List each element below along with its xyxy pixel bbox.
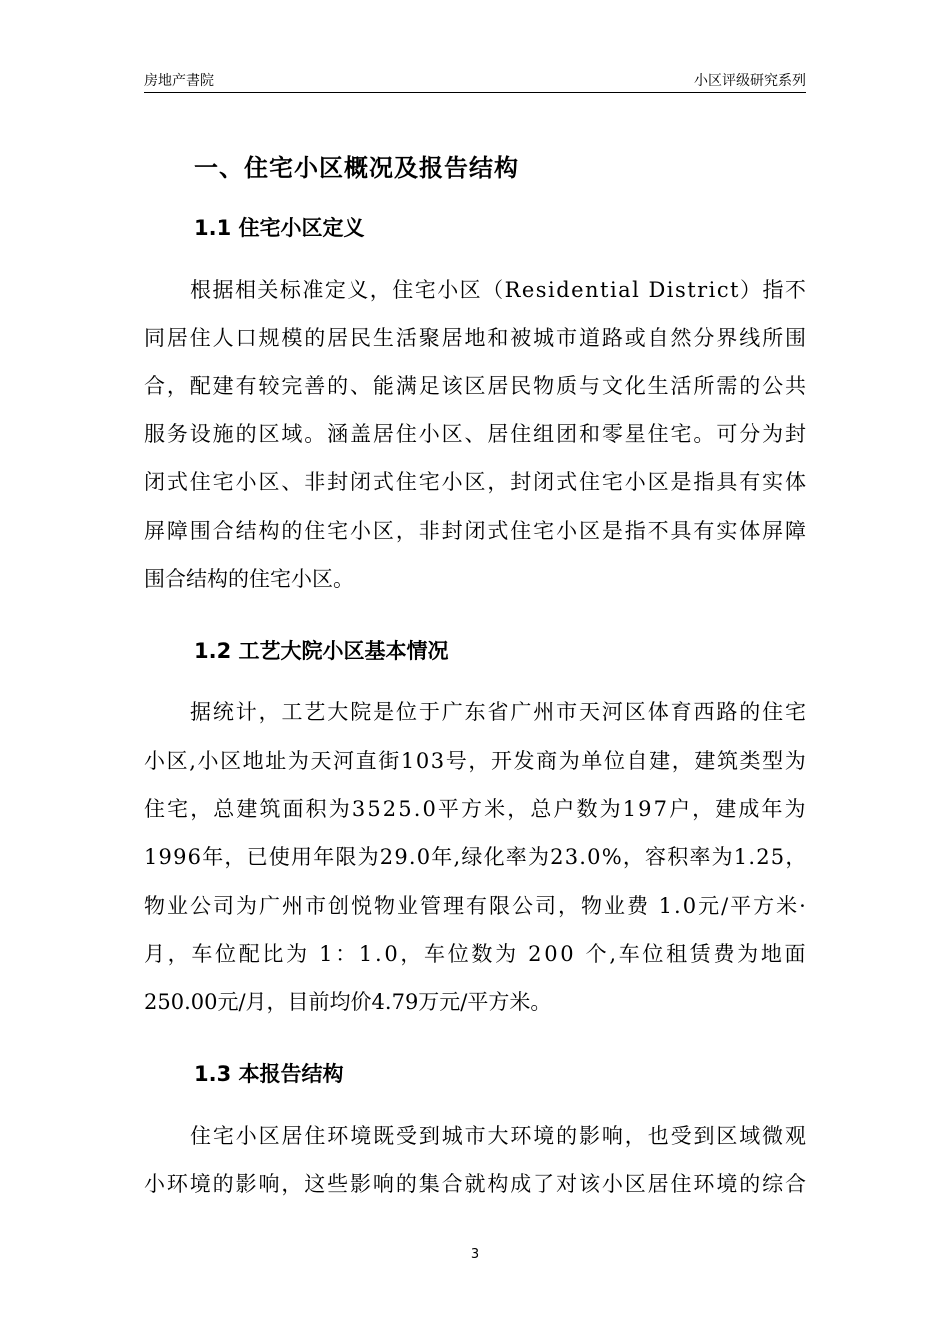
paragraph-line: 住宅小区居住环境既受到城市大环境的影响，也受到区域微观: [190, 1124, 808, 1148]
paragraph-line: 物业公司为广州市创悦物业管理有限公司，物业费 1.0元/平方米·: [144, 894, 808, 918]
subsection-title-1-2: 1.2 工艺大院小区基本情况: [194, 639, 449, 663]
paragraph-line: 围合结构的住宅小区。: [144, 567, 354, 591]
page-header: [144, 66, 806, 93]
paragraph-line: 闭式住宅小区、非封闭式住宅小区，封闭式住宅小区是指具有实体: [144, 470, 808, 494]
paragraph-line: 月，车位配比为 1：1.0，车位数为 200 个,车位租赁费为地面: [144, 942, 809, 966]
paragraph-line: 合，配建有较完善的、能满足该区居民物质与文化生活所需的公共: [144, 374, 808, 398]
paragraph-line: 小区,小区地址为天河直街103号，开发商为单位自建，建筑类型为: [144, 749, 808, 773]
paragraph-line: 屏障围合结构的住宅小区，非封闭式住宅小区是指不具有实体屏障: [144, 519, 808, 543]
subsection-title-1-1: 1.1 住宅小区定义: [194, 216, 365, 240]
section-title: 一、住宅小区概况及报告结构: [194, 154, 519, 182]
paragraph-line: 小环境的影响，这些影响的集合就构成了对该小区居住环境的综合: [144, 1172, 808, 1196]
page-number: 3: [470, 1247, 480, 1262]
subsection-title-1-3: 1.3 本报告结构: [194, 1062, 344, 1086]
paragraph-line: 服务设施的区域。涵盖居住小区、居住组团和零星住宅。可分为封: [144, 422, 808, 446]
paragraph-line: 1996年，已使用年限为29.0年,绿化率为23.0%，容积率为1.25，: [144, 845, 808, 869]
paragraph-line: 据统计，工艺大院是位于广东省广州市天河区体育西路的住宅: [190, 700, 808, 724]
paragraph-line: 同居住人口规模的居民生活聚居地和被城市道路或自然分界线所围: [144, 326, 808, 350]
paragraph-line: 250.00元/月，目前均价4.79万元/平方米。: [144, 990, 552, 1014]
paragraph-line: 住宅，总建筑面积为3525.0平方米，总户数为197户，建成年为: [144, 797, 808, 821]
paragraph-line: 根据相关标准定义，住宅小区（Residential District）指不: [190, 278, 808, 302]
header-series: 小区评级研究系列: [694, 73, 806, 89]
header-publisher: 房地产書院: [144, 73, 214, 89]
